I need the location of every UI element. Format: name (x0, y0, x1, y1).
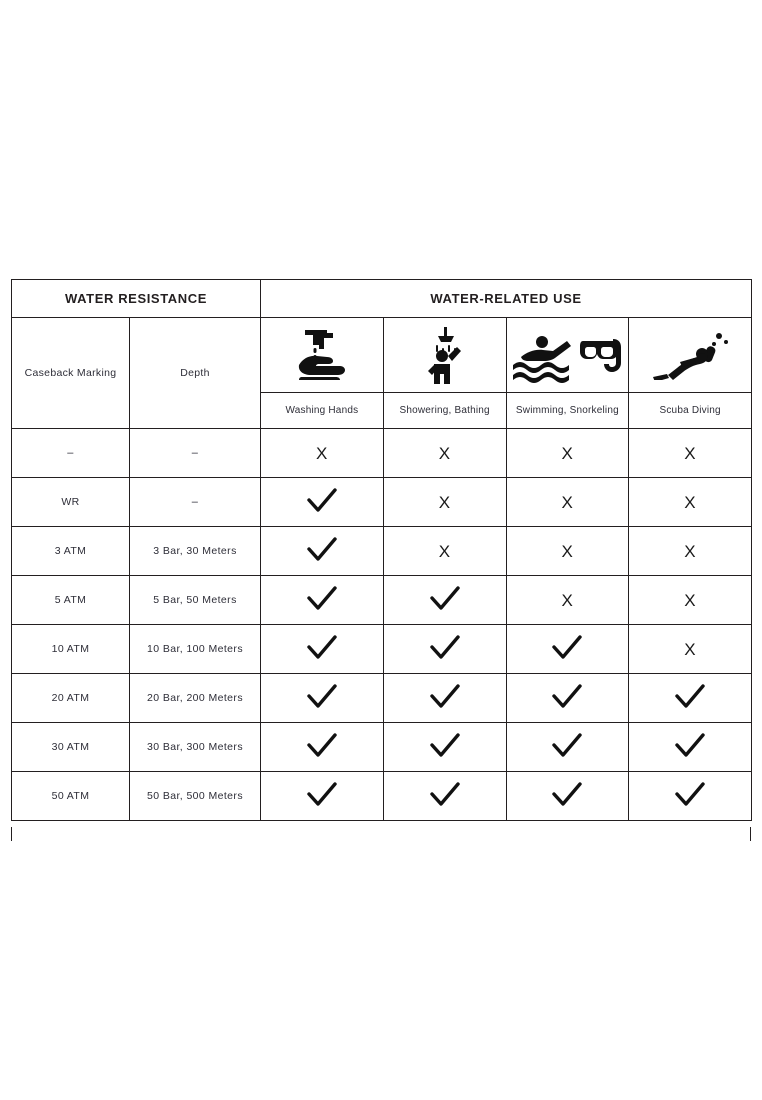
cell-depth: 5 Bar, 50 Meters (130, 576, 261, 625)
cell-not-supported (506, 576, 629, 625)
cell-not-supported (383, 478, 506, 527)
check-icon (675, 733, 705, 759)
check-icon (430, 635, 460, 661)
cell-not-supported (383, 527, 506, 576)
cell-supported (383, 625, 506, 674)
x-icon: X (684, 639, 697, 659)
cell-supported (261, 478, 384, 527)
cell-supported (629, 674, 752, 723)
scuba-diver-icon (629, 324, 751, 386)
cell-caseback-marking: 30 ATM (12, 723, 130, 772)
water-resistance-chart (11, 279, 751, 821)
shower-bathing-icon (384, 324, 506, 386)
header-water-related-use: WATER-RELATED USE (261, 280, 752, 318)
cell-supported (506, 674, 629, 723)
cell-depth: 10 Bar, 100 Meters (130, 625, 261, 674)
check-icon (430, 782, 460, 808)
cell-not-supported (506, 527, 629, 576)
table-row (12, 478, 752, 527)
x-icon: X (438, 492, 451, 512)
x-icon: X (561, 492, 574, 512)
icon-cell-scuba (629, 318, 752, 393)
check-icon (552, 733, 582, 759)
x-icon: X (316, 443, 328, 463)
x-icon: X (561, 590, 574, 610)
table-bottom-stub (11, 827, 751, 841)
use-label-swimming: Swimming, Snorkeling (506, 393, 629, 429)
subheader-depth: Depth (130, 318, 261, 429)
icon-cell-swimming (506, 318, 629, 393)
check-icon (430, 586, 460, 612)
cell-depth: – (130, 429, 261, 478)
cell-caseback-marking: – (12, 429, 130, 478)
check-icon (430, 733, 460, 759)
use-label-washing-hands: Washing Hands (261, 393, 384, 429)
cell-supported (261, 527, 384, 576)
x-icon: X (561, 541, 574, 561)
header-water-resistance: WATER RESISTANCE (12, 280, 261, 318)
check-icon (552, 635, 582, 661)
cell-caseback-marking: 50 ATM (12, 772, 130, 821)
cell-supported (506, 625, 629, 674)
check-icon (430, 684, 460, 710)
cell-caseback-marking: 5 ATM (12, 576, 130, 625)
cell-caseback-marking: 3 ATM (12, 527, 130, 576)
cell-supported (383, 772, 506, 821)
table-row (12, 625, 752, 674)
check-icon (307, 635, 337, 661)
cell-not-supported (261, 429, 384, 478)
table-row (12, 576, 752, 625)
cell-depth: 30 Bar, 300 Meters (130, 723, 261, 772)
check-icon (675, 684, 705, 710)
cell-supported (506, 723, 629, 772)
cell-not-supported (506, 478, 629, 527)
faucet-washing-hands-icon (261, 324, 383, 386)
cell-caseback-marking: 10 ATM (12, 625, 130, 674)
check-icon (307, 488, 337, 514)
cell-not-supported (629, 527, 752, 576)
check-icon (307, 586, 337, 612)
cell-supported (261, 674, 384, 723)
swimmer-snorkel-mask-icon (507, 324, 629, 386)
check-icon (675, 782, 705, 808)
cell-caseback-marking: 20 ATM (12, 674, 130, 723)
check-icon (307, 684, 337, 710)
cell-supported (261, 723, 384, 772)
cell-depth: 50 Bar, 500 Meters (130, 772, 261, 821)
cell-not-supported (506, 429, 629, 478)
x-icon: X (684, 443, 697, 463)
cell-not-supported (629, 625, 752, 674)
table-row (12, 429, 752, 478)
cell-not-supported (383, 429, 506, 478)
water-resistance-table (11, 279, 752, 821)
cell-supported (383, 723, 506, 772)
table-row (12, 527, 752, 576)
cell-depth: – (130, 478, 261, 527)
table-row (12, 772, 752, 821)
use-label-scuba: Scuba Diving (629, 393, 752, 429)
table-icon-row (12, 318, 752, 393)
cell-not-supported (629, 429, 752, 478)
cell-supported (261, 576, 384, 625)
cell-supported (629, 723, 752, 772)
cell-supported (629, 772, 752, 821)
cell-supported (261, 625, 384, 674)
cell-supported (383, 576, 506, 625)
table-row (12, 674, 752, 723)
x-icon: X (561, 443, 574, 463)
use-label-showering: Showering, Bathing (383, 393, 506, 429)
check-icon (552, 782, 582, 808)
check-icon (307, 782, 337, 808)
cell-not-supported (629, 478, 752, 527)
x-icon: X (684, 590, 697, 610)
x-icon: X (438, 443, 451, 463)
cell-caseback-marking: WR (12, 478, 130, 527)
icon-cell-showering (383, 318, 506, 393)
x-icon: X (684, 492, 697, 512)
cell-depth: 3 Bar, 30 Meters (130, 527, 261, 576)
table-header-row (12, 280, 752, 318)
cell-supported (506, 772, 629, 821)
cell-supported (261, 772, 384, 821)
check-icon (307, 733, 337, 759)
cell-not-supported (629, 576, 752, 625)
cell-supported (383, 674, 506, 723)
x-icon: X (684, 541, 697, 561)
check-icon (307, 537, 337, 563)
x-icon: X (438, 541, 451, 561)
table-row (12, 723, 752, 772)
icon-cell-washing-hands (261, 318, 384, 393)
subheader-caseback-marking: Caseback Marking (12, 318, 130, 429)
check-icon (552, 684, 582, 710)
cell-depth: 20 Bar, 200 Meters (130, 674, 261, 723)
